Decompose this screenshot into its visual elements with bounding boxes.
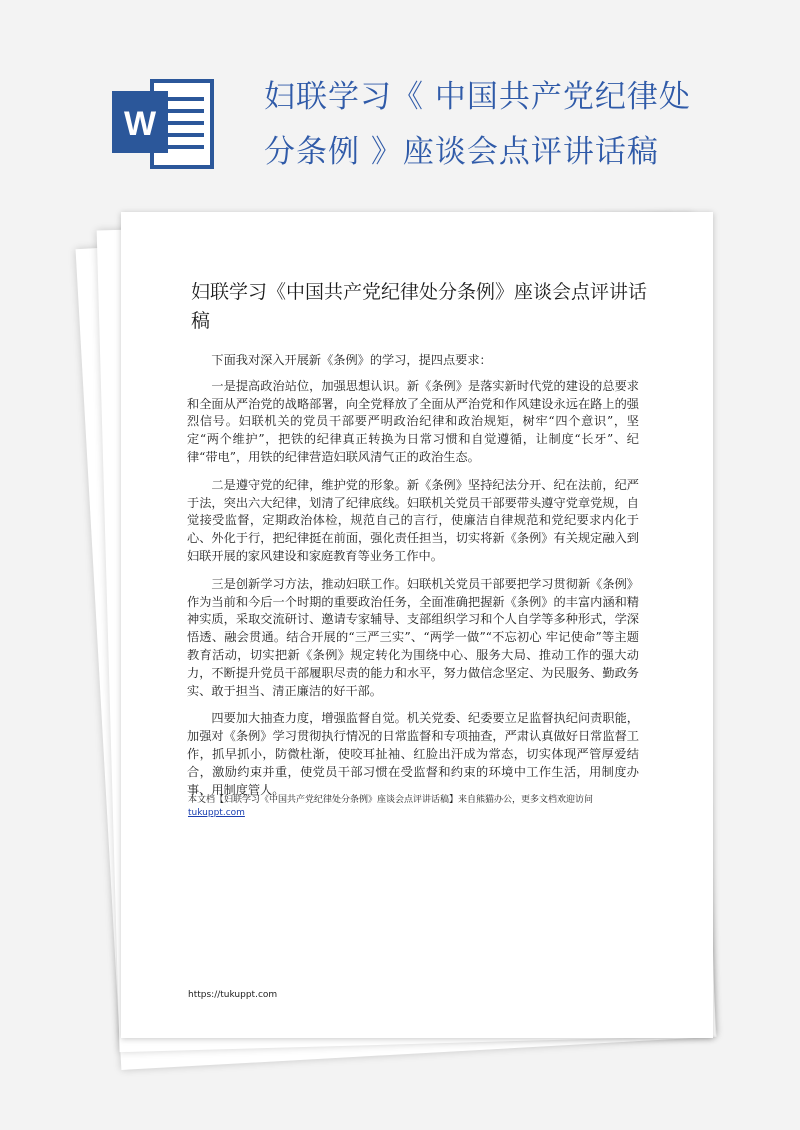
source-note <box>188 794 648 820</box>
word-document-icon <box>110 75 220 175</box>
source-link[interactable]: tukuppt.com <box>188 808 245 818</box>
banner-title-line1: 妇联学习《 中国共产党纪律处 <box>264 79 691 115</box>
source-note-text: 本文档【妇联学习《中国共产党纪律处分条例》座谈会点评讲话稿】来自熊猫办公，更多文档欢迎访问 <box>188 795 594 805</box>
footer-url[interactable]: https://tukuppt.com <box>188 990 278 1000</box>
banner-title-line2: 分条例 》座谈会点评讲话稿 <box>264 134 659 170</box>
paragraph-intro: 下面我对深入开展新《条例》的学习，提四点要求： <box>211 353 492 367</box>
paragraph-3: 三是创新学习方法，推动妇联工作。妇联机关党员干部要把学习贯彻新《条例》作为当前和今后一个时期的重要政治任务，全面准确把握新《条例》的丰富内涵和精神实质，采取交流研讨、邀请专家辅导、支部组织学习和个人自学等多种形式，学深悟透、融会贯通。结合开展的“三严三实”、“两学一做”“不忘初心 牢记使命”等主题教育活动，切实把新《条例》规定转化为围绕中心、服务大局、推动工作的强大动力，不断提升党员干部履职尽责的能力和水平，努力做信念坚定、为民服务、勤政务实、敢于担当、清正廉洁的好干部。 <box>187 576 639 698</box>
paragraph-4: 四要加大抽查力度，增强监督自觉。机关党委、纪委要立足监督执纪问责职能，加强对《条例》学习贯彻执行情况的日常监督和专项抽查，严肃认真做好日常监督工作，抓早抓小，防微杜渐，使咬耳扯袖、红脸出汗成为常态，切实体现严管厚爱结合，激励约束并重，使党员干部习惯在受监督和约束的环境中工作生活，用制度办事、用制度管人。 <box>187 711 639 797</box>
document-title: 妇联学习《中国共产党纪律处分条例》座谈会点评讲话稿 <box>191 281 648 332</box>
banner-title <box>264 70 704 180</box>
paragraph-2: 二是遵守党的纪律，维护党的形象。新《条例》坚持纪法分开、纪在法前，纪严于法，突出六大纪律，划清了纪律底线。妇联机关党员干部要带头遵守党章党规，自觉接受监督，定期政治体检，规范自己的言行，使廉洁自律规范和党纪要求内化于心、外化于行，把纪律挺在前面，强化责任担当，切实将新《条例》有关规定融入到妇联开展的家风建设和家庭教育等业务工作中。 <box>187 477 639 563</box>
document-page <box>121 212 713 1038</box>
word-logo-letter: W <box>123 105 157 143</box>
paragraph-1: 一是提高政治站位，加强思想认识。新《条例》是落实新时代党的建设的总要求和全面从严治党的战略部署，向全党释放了全面从严治党和作风建设永远在路上的强烈信号。妇联机关的党员干部要严明政治纪律和政治规矩，树牢“四个意识”，坚定“两个维护”，把铁的纪律真正转换为日常习惯和自觉遵循，让制度“长牙”、纪律“带电”，用铁的纪律营造妇联风清气正的政治生态。 <box>187 378 639 464</box>
header <box>0 0 800 200</box>
document-body <box>187 352 639 809</box>
